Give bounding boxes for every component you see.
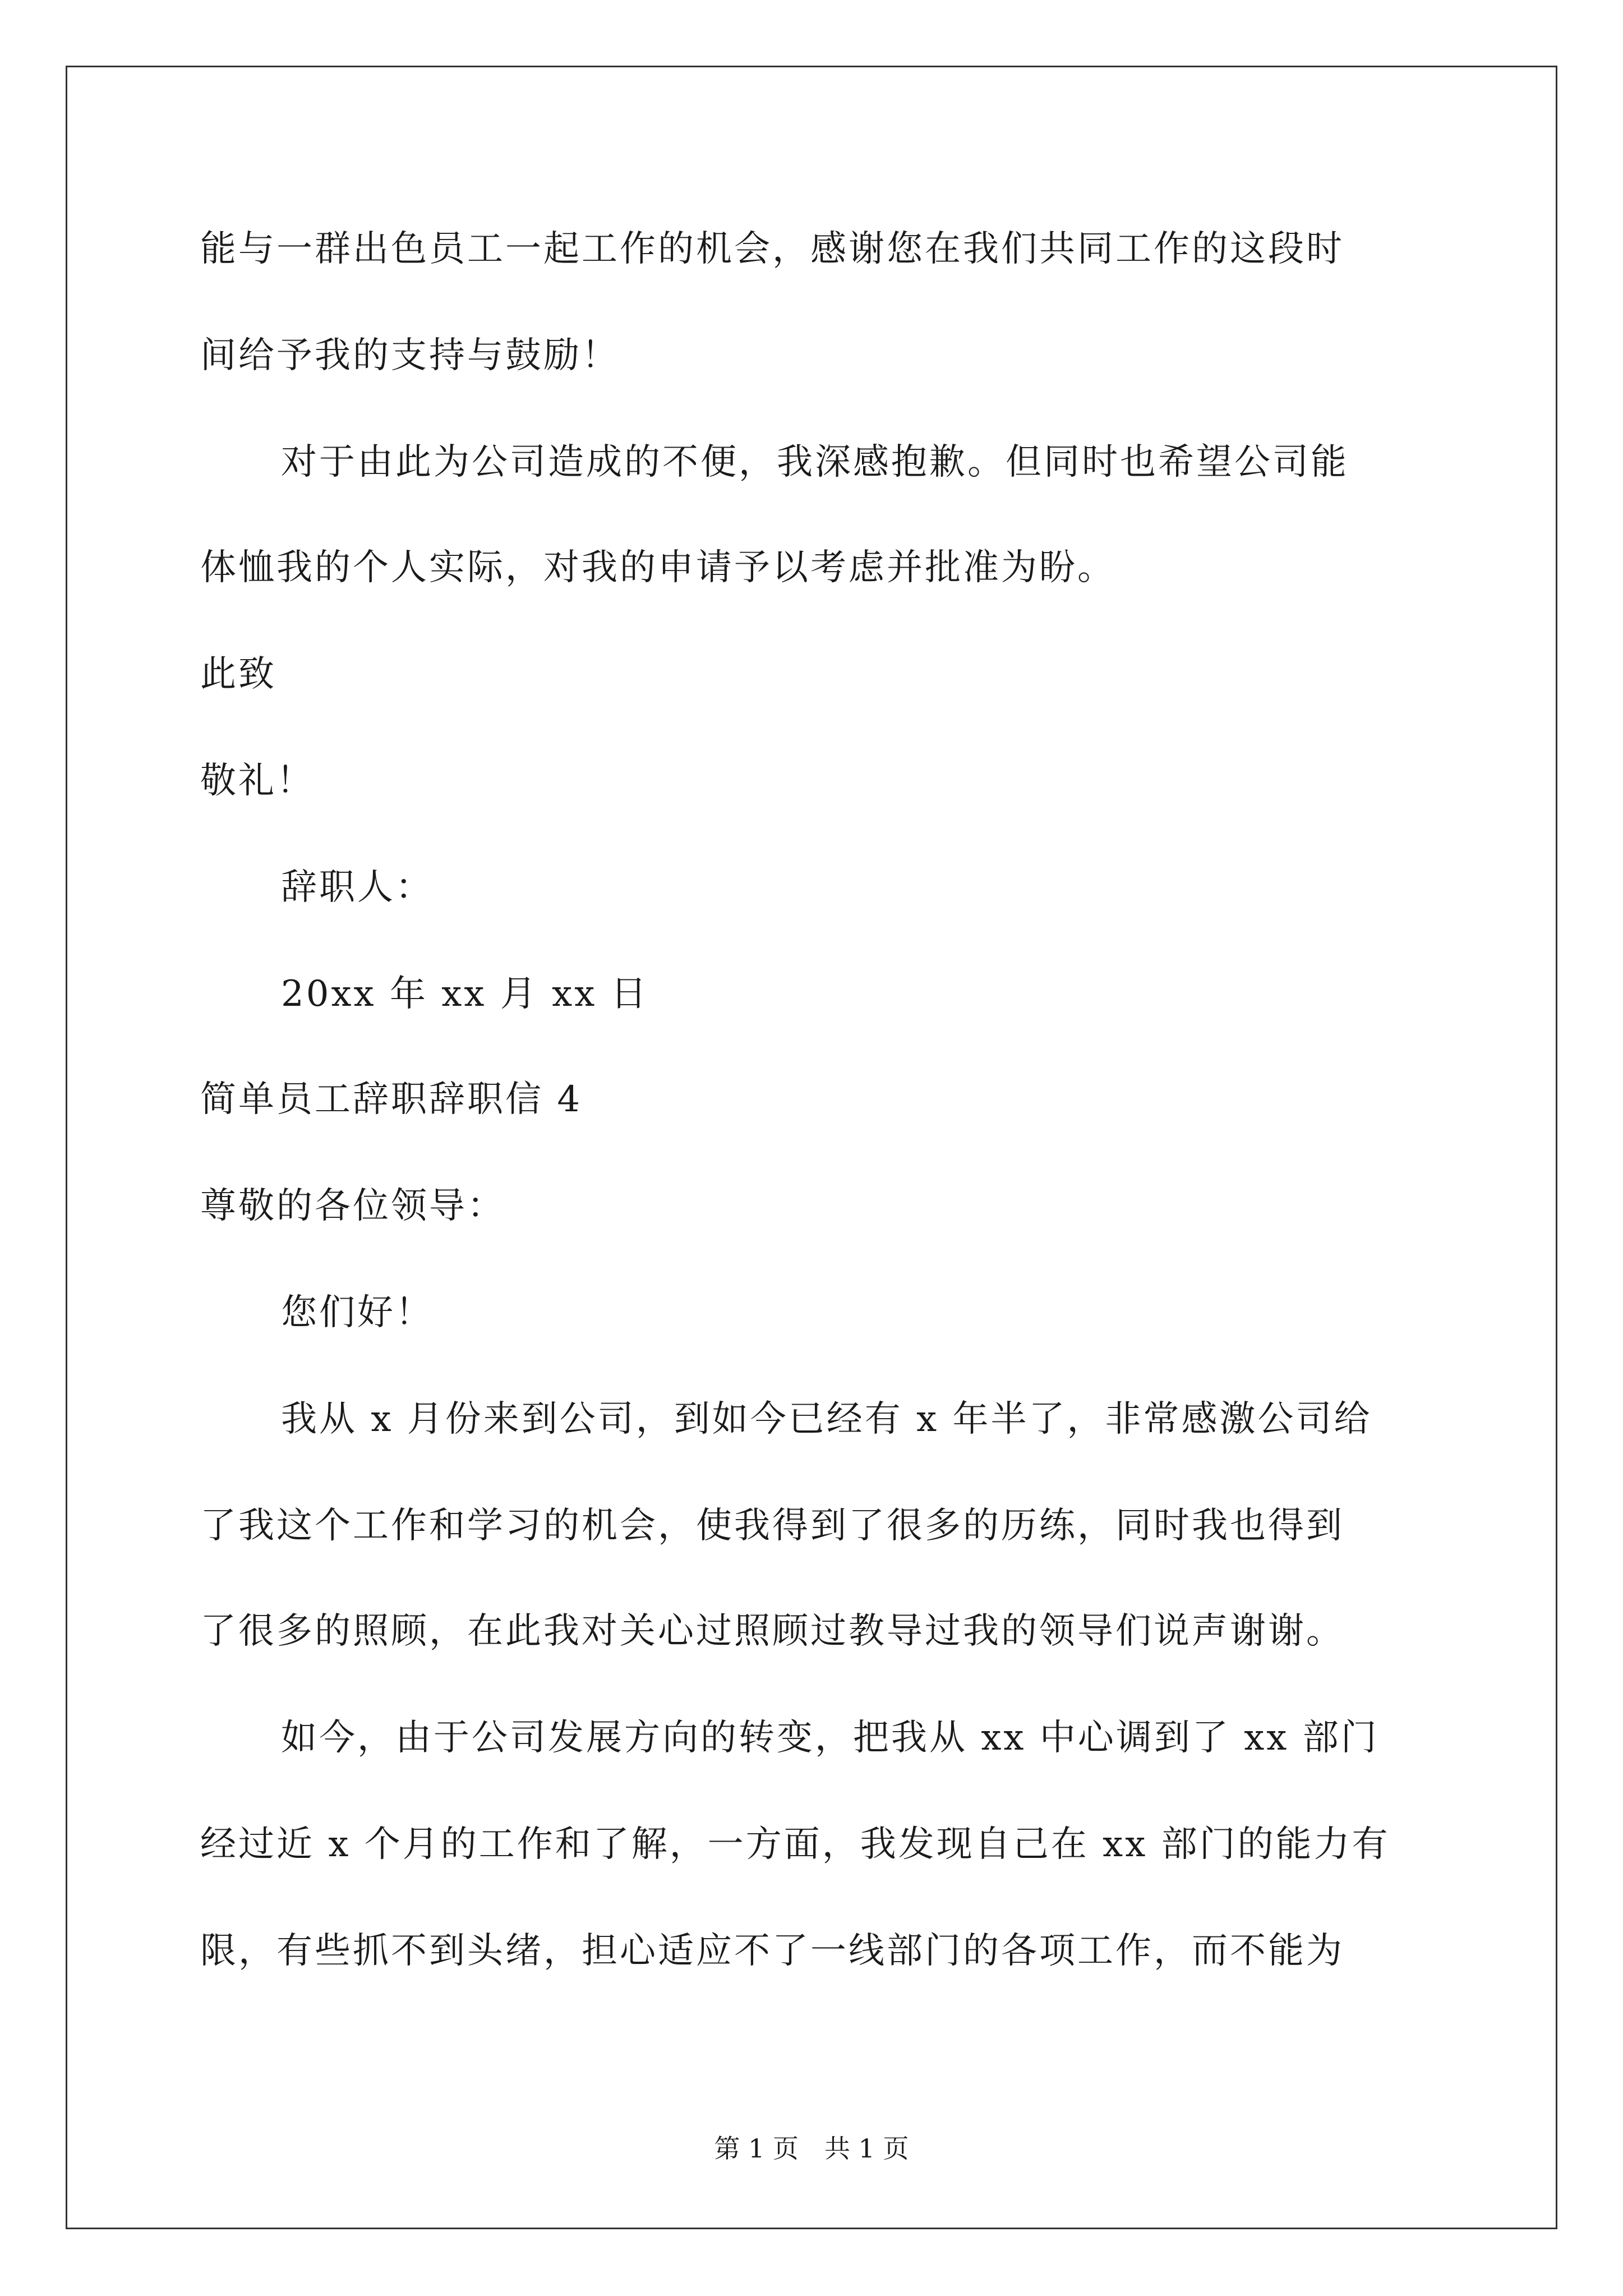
page-border	[66, 66, 1557, 2229]
page-footer: 第 1 页 共 1 页	[714, 2133, 909, 2164]
body-line: 限，有些抓不到头绪，担心适应不了一线部门的各项工作，而不能为	[200, 1930, 1344, 1972]
body-line: 体恤我的个人实际，对我的申请予以考虑并批准为盼。	[200, 547, 1115, 588]
body-line: 对于由此为公司造成的不便，我深感抱歉。但同时也希望公司能	[281, 441, 1349, 483]
body-line: 经过近 x 个月的工作和了解，一方面，我发现自己在 xx 部门的能力有	[200, 1824, 1390, 1865]
body-line: 了我这个工作和学习的机会，使我得到了很多的历练，同时我也得到	[200, 1505, 1344, 1547]
body-line: 能与一群出色员工一起工作的机会，感谢您在我们共同工作的这段时	[200, 228, 1344, 270]
signature-label: 辞职人：	[281, 867, 434, 908]
closing-regards: 敬礼！	[200, 760, 315, 802]
body-line: 如今，由于公司发展方向的转变，把我从 xx 中心调到了 xx 部门	[281, 1717, 1379, 1759]
body-line: 我从 x 月份来到公司，到如今已经有 x 年半了，非常感激公司给	[281, 1398, 1372, 1440]
signature-date: 20xx 年 xx 月 xx 日	[281, 973, 649, 1015]
letter-greeting-hello: 您们好！	[281, 1292, 434, 1333]
body-line: 了很多的照顾，在此我对关心过照顾过教导过我的领导们说声谢谢。	[200, 1611, 1344, 1652]
letter-greeting: 尊敬的各位领导：	[200, 1185, 505, 1227]
body-line: 间给予我的支持与鼓励！	[200, 335, 620, 376]
section-title: 简单员工辞职辞职信 4	[200, 1079, 583, 1120]
closing-salutation: 此致	[200, 654, 276, 695]
